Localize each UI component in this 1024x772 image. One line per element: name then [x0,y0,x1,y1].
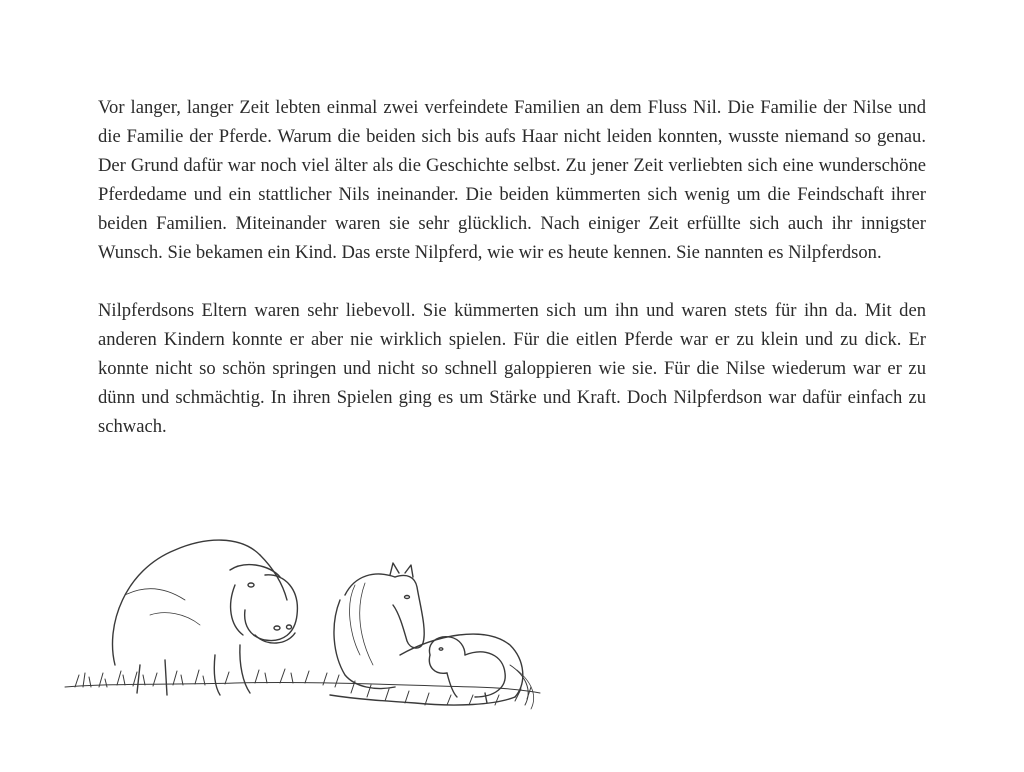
story-paragraph-1: Vor langer, langer Zeit lebten einmal zwei verfeindete Familien an dem Fluss Nil. Die Familie der Nilse und die Familie der Pferde. Warum die beiden sich bis aufs Haar nicht leiden konnten, wusste niemand so genau. Der Grund dafür war noch viel älter als die Geschichte selbst. Zu jener Zeit verliebten sich eine wunderschöne Pferdedame und ein stattlicher Nils ineinander. Die beiden kümmerten sich wenig um die Feindschaft ihrer beiden Familien. Miteinander waren sie sehr glücklich. Nach einiger Zeit erfüllte sich auch ihr innigster Wunsch. Sie bekamen ein Kind. Das erste Nilpferd, wie wir es heute kennen. Sie nannten es Nilpferdson. [98,97,926,263]
story-paragraph-2: Nilpferdsons Eltern waren sehr liebevoll. Sie kümmerten sich um ihn und waren stets für ihn da. Mit den anderen Kindern konnte er aber nie wirklich spielen. Für die eitlen Pferde war er zu klein und zu dick. Er konnte nicht so schön springen und nicht so schnell galoppieren wie sie. Für die Nilse wiederum war er zu dünn und schmächtig. In ihren Spielen ging es um Stärke und Kraft. Doch Nilpferdson war dafür einfach zu schwach. [98,300,926,437]
family-sketch-icon [55,515,545,720]
horse-figure [330,563,534,709]
nils-figure [113,540,298,695]
story-text [98,93,926,441]
nilpferdson-figure [429,637,505,703]
grass-ground [65,669,540,705]
